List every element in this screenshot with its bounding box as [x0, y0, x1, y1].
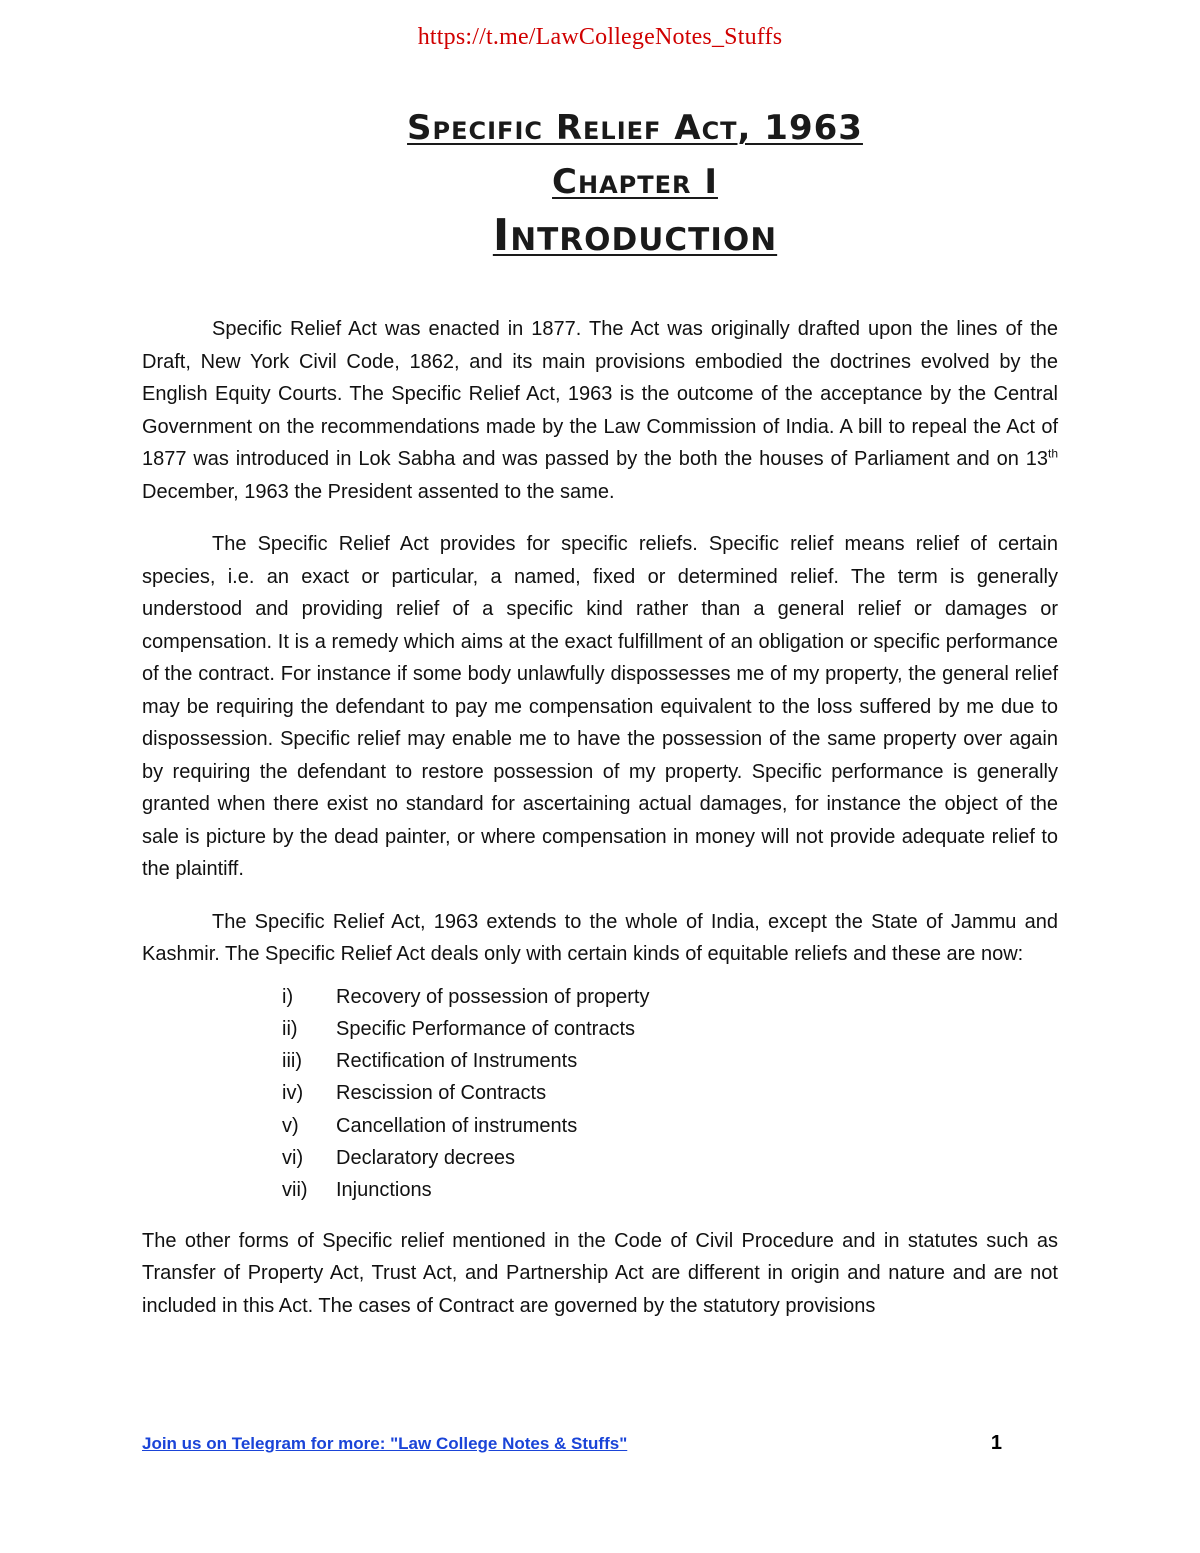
list-item: [282, 1045, 1058, 1077]
list-item: [282, 1013, 1058, 1045]
list-item-number: iv): [282, 1082, 304, 1105]
list-item: [282, 1077, 1058, 1109]
paragraph-extent: The Specific Relief Act, 1963 extends to the whole of India, except the State of Jammu and Kashmir. The Specific Relief Act deals only with certain kinds of equitable reliefs and these are now:: [142, 910, 1058, 965]
header-telegram-link[interactable]: https://t.me/LawCollegeNotes_Stuffs: [417, 24, 783, 50]
page-footer: [142, 1432, 1058, 1455]
list-item-number: vi): [282, 1146, 304, 1169]
page-number: 1: [990, 1432, 1002, 1454]
list-item-text: Declaratory decrees: [336, 1146, 515, 1169]
list-item: [282, 1110, 1058, 1142]
list-item-number: i): [282, 985, 294, 1008]
list-item: [282, 981, 1058, 1013]
paragraph-history-text: Specific Relief Act was enacted in 1877. The Act was originally drafted upon the lines of the Draft, New York Civil Code, 1862, and its main provisions embodied the doctrines evolved by the English Equity Courts. The Specific Relief Act, 1963 is the outcome of the acceptance by the Central Government on the recommendations made by the Law Commission of India. A bill to repeal the Act of 1877 was introduced in Lok Sabha and was passed by the both the houses of Parliament and on 13: [142, 318, 1058, 470]
paragraph-other-forms: The other forms of Specific relief mentioned in the Code of Civil Procedure and in statutes such as Transfer of Property Act, Trust Act, and Partnership Act are different in origin and nature and are not included in this Act. The cases of Contract are governed by the statutory provisions: [142, 1229, 1058, 1317]
chapter-title: Chapter I: [552, 162, 718, 202]
section-heading: Introduction: [492, 210, 778, 261]
document-body: [142, 313, 1058, 1342]
list-item-number: ii): [282, 1017, 298, 1040]
reliefs-list: [282, 981, 1058, 1207]
list-item-text: Rectification of Instruments: [336, 1050, 578, 1073]
ordinal-superscript: th: [1047, 446, 1058, 461]
act-title: Specific Relief Act, 1963: [407, 108, 863, 148]
title-block: [0, 108, 1200, 261]
list-item-text: Specific Performance of contracts: [336, 1017, 636, 1040]
list-item-text: Recovery of possession of property: [336, 985, 650, 1008]
list-item: [282, 1142, 1058, 1174]
list-item-text: Rescission of Contracts: [336, 1082, 547, 1105]
list-item-text: Injunctions: [336, 1179, 432, 1202]
list-item-text: Cancellation of instruments: [336, 1114, 578, 1137]
list-item-number: iii): [282, 1050, 302, 1073]
footer-telegram-link[interactable]: Join us on Telegram for more: "Law College Notes & Stuffs": [142, 1433, 628, 1453]
paragraph-meaning: The Specific Relief Act provides for specific reliefs. Specific relief means relief of certain species, i.e. an exact or particular, a named, fixed or determined relief. The term is generally understood and providing relief of a specific kind rather than a general relief or damages or compensation. It is a remedy which aims at the exact fulfillment of an obligation or specific performance of the contract. For instance if some body unlawfully dispossesses me of my property, the general relief may be requiring the defendant to pay me compensation equivalent to the loss suffered by me due to dispossession. Specific relief may enable me to have the possession of the same property over again by requiring the defendant to restore possession of my property. Specific performance is generally granted when there exist no standard for ascertaining actual damages, for instance the object of the sale is picture by the dead painter, or where compensation in money will not provide adequate relief to the plaintiff.: [142, 533, 1058, 880]
list-item-number: v): [282, 1114, 299, 1137]
paragraph-history-text-end: December, 1963 the President assented to the same.: [142, 480, 615, 503]
list-item-number: vii): [282, 1179, 308, 1202]
paragraph-history: [142, 313, 1058, 508]
list-item: [282, 1174, 1058, 1206]
